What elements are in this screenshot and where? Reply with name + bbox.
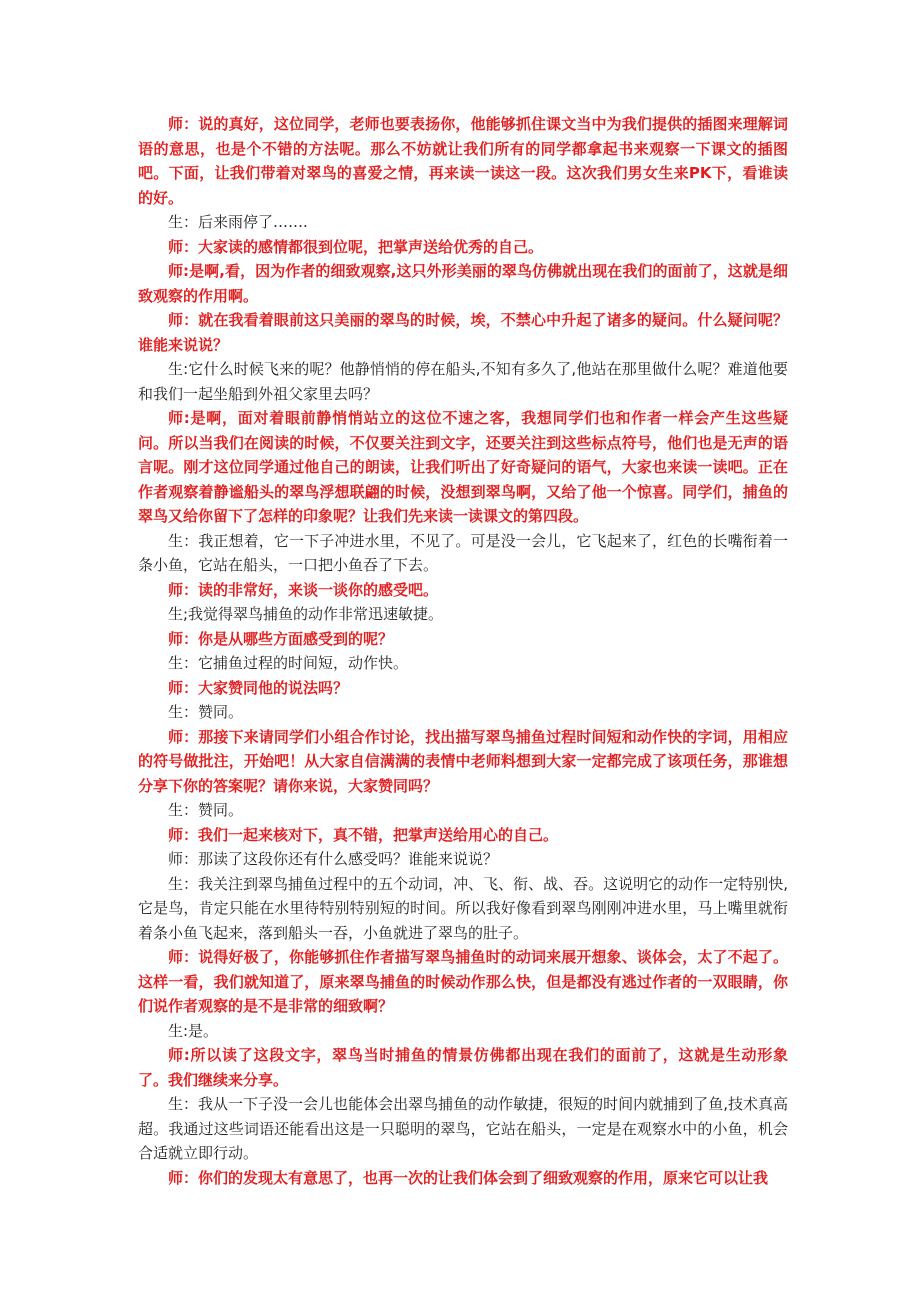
student-paragraph: 生：赞同。 xyxy=(168,801,244,819)
teacher-paragraph: 师:是啊,看，因为作者的细致观察,这只外形美丽的翠鸟仿佛就出现在我们的面前了，这就是细致观察的作用啊。 xyxy=(138,262,788,305)
teacher-paragraph: 师：那接下来请同学们小组合作讨论，找出描写翠鸟捕鱼过程时间短和动作快的字词，用相应的符号做批注，开始吧！从大家自信满满的表情中老师料想到大家一定都完成了该项任务，那谁想分享下你的答案呢？请你来说，大家赞同吗？ xyxy=(138,727,788,795)
teacher-paragraph: 师：我们一起来核对下，真不错，把掌声送给用心的自己。 xyxy=(168,825,559,844)
teacher-paragraph: 师：读的非常好，来谈一谈你的感受吧。 xyxy=(168,580,439,599)
teacher-paragraph: 师：大家赞同他的说法吗？ xyxy=(168,678,349,697)
student-paragraph: 生：赞同。 xyxy=(168,703,244,721)
student-paragraph: 生：我从一下子没一会儿也能体会出翠鸟捕鱼的动作敏捷，很短的时间内就捕到了鱼,技术真高超。我通过这些词语还能看出这是一只聪明的翠鸟，它站在船头，一定是在观察水中的小鱼，机会合适就立即行动。 xyxy=(138,1095,788,1162)
teacher-paragraph: 师：就在我看着眼前这只美丽的翠鸟的时候，埃，不禁心中升起了诸多的疑问。什么疑问呢？谁能来说说？ xyxy=(138,311,788,354)
teacher-paragraph: 师：你们的发现太有意思了，也再一次的让我们体会到了细致观察的作用，原来它可以让我 xyxy=(168,1168,769,1187)
student-paragraph: 生：它捕鱼过程的时间短，动作快。 xyxy=(168,654,409,672)
teacher-plain-paragraph: 师：那读了这段你还有什么感受吗？谁能来说说？ xyxy=(168,850,499,868)
teacher-paragraph: 师：你是从哪些方面感受到的呢？ xyxy=(168,629,394,648)
student-paragraph: 生;我觉得翠鸟捕鱼的动作非常迅速敏捷。 xyxy=(168,605,444,623)
teacher-paragraph: 师:所以读了这段文字，翠鸟当时捕鱼的情景仿佛都出现在我们的面前了，这就是生动形象了。我们继续来分享。 xyxy=(138,1046,788,1089)
student-paragraph: 生：后来雨停了……. xyxy=(168,213,308,231)
student-paragraph: 生:它什么时候飞来的呢？他静悄悄的停在船头,不知有多久了,他站在那里做什么呢？难道他要和我们一起坐船到外祖父家里去吗？ xyxy=(138,360,788,403)
student-paragraph: 生：我正想着，它一下子冲进水里，不见了。可是没一会儿，它飞起来了，红色的长嘴衔着一条小鱼，它站在船头，一口把小鱼吞了下去。 xyxy=(138,531,788,574)
teacher-paragraph: 师：说的真好，这位同学，老师也要表扬你，他能够抓住课文当中为我们提供的插图来理解词语的意思，也是个不错的方法呢。那么不妨就让我们所有的同学都拿起书来观察一下课文的插图吧。下面，让我们带着对翠鸟的喜爱之情，再来读一读这一段。这次我们男女生来PK下，看谁读的好。 xyxy=(138,115,788,207)
student-paragraph: 生:是。 xyxy=(168,1021,219,1040)
teacher-paragraph: 师：说得好极了，你能够抓住作者描写翠鸟捕鱼时的动词来展开想象、谈体会，太了不起了。这样一看，我们就知道了，原来翠鸟捕鱼的时候动作那么快，但是都没有逃过作者的一双眼睛，你们说作者观察的是不是非常的细致啊？ xyxy=(138,948,788,1015)
document-page xyxy=(138,112,788,1190)
teacher-paragraph: 师：大家读的感情都很到位呢，把掌声送给优秀的自己。 xyxy=(168,237,544,256)
teacher-paragraph: 师:是啊，面对着眼前静悄悄站立的这位不速之客，我想同学们也和作者一样会产生这些疑问。所以当我们在阅读的时候，不仅要关注到文字，还要关注到这些标点符号，他们也是无声的语言呢。刚才这位同学通过他自己的朗读，让我们听出了好奇疑问的语气，大家也来读一读吧。正在作者观察着静谧船头的翠鸟浮想联翩的时候，没想到翠鸟啊，又给了他一个惊喜。同学们，捕鱼的翠鸟又给你留下了怎样的印象呢？让我们先来读一读课文的第四段。 xyxy=(138,409,788,525)
student-paragraph: 生：我关注到翠鸟捕鱼过程中的五个动词，冲、飞、衔、战、吞。这说明它的动作一定特别快,它是鸟，肯定只能在水里待特别特别短的时间。所以我好像看到翠鸟刚刚冲进水里，马上嘴里就衔着条小鱼飞起来，落到船头一吞，小鱼就进了翠鸟的肚子。 xyxy=(138,874,788,942)
